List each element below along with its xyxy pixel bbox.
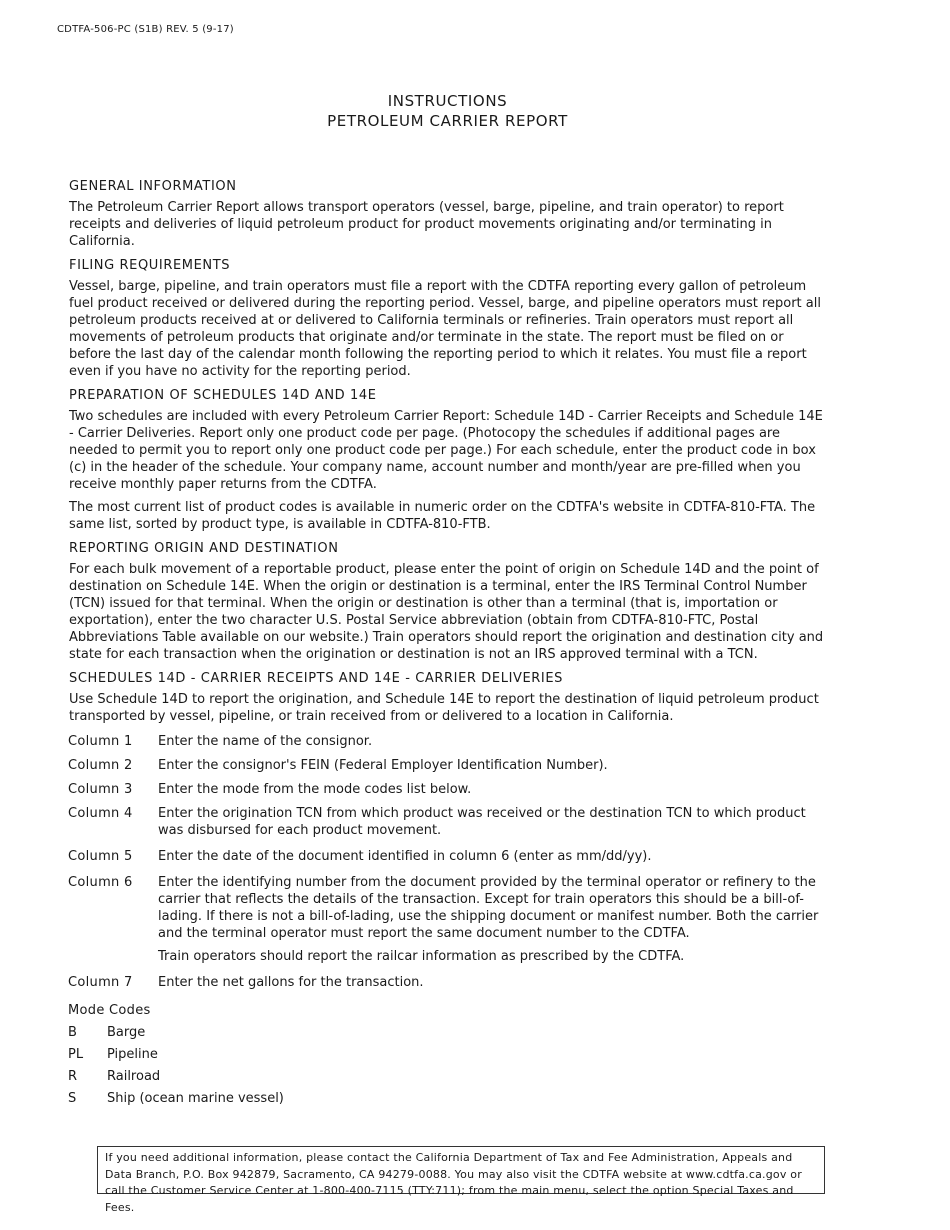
mode-description: Railroad <box>107 1069 161 1084</box>
column-text: Enter the origination TCN from which product was received or the destination TCN to which product was disbursed for each product movement. <box>158 806 806 838</box>
mode-code: S <box>68 1091 77 1106</box>
contact-info-box: If you need additional information, please contact the California Department of Tax and Fee Administration, Appeals and Data Branch, P.O. Box 942879, Sacramento, CA 94279-0088. You may also visit the CDTFA website at www.cdtfa.ca.gov or call the Customer Service Center at 1-800-400-7115 (TTY:711); from the main menu, select the option Special Taxes and Fees. <box>97 1146 825 1194</box>
mode-description: Barge <box>107 1025 146 1040</box>
section-heading: GENERAL INFORMATION <box>69 179 237 194</box>
section-general-information <box>69 179 829 250</box>
column-label: Column 2 <box>68 758 133 773</box>
section-paragraph: Two schedules are included with every Petroleum Carrier Report: Schedule 14D - Carrier Receipts and Schedule 14E - Carrier Deliveries. Report only one product code per page. (Photocopy the schedules if additional pages are needed to permit you to report only one product code per page.) For each schedule, enter the product code in box (c) in the header of the schedule. Your company name, account number and month/year are pre-filled when you receive monthly paper returns from the CDTFA. <box>69 409 823 492</box>
section-heading: PREPARATION OF SCHEDULES 14D AND 14E <box>69 388 377 403</box>
mode-code-row <box>68 1068 284 1085</box>
page-title: INSTRUCTIONS <box>387 92 508 110</box>
section-heading: SCHEDULES 14D - CARRIER RECEIPTS AND 14E - CARRIER DELIVERIES <box>69 671 564 686</box>
page-subtitle: PETROLEUM CARRIER REPORT <box>327 112 568 130</box>
mode-code-row <box>68 1090 284 1107</box>
form-id: CDTFA-506-PC (S1B) REV. 5 (9-17) <box>57 24 234 35</box>
section-paragraph: Use Schedule 14D to report the origination, and Schedule 14E to report the destination of liquid petroleum product transported by vessel, pipeline, or train received from or delivered to a location in California. <box>69 692 819 724</box>
instructions-body <box>69 179 829 733</box>
column-instructions <box>68 733 828 991</box>
column-row <box>68 781 828 798</box>
column-row <box>68 974 828 991</box>
section-heading: FILING REQUIREMENTS <box>69 258 231 273</box>
mode-code-row <box>68 1046 284 1063</box>
mode-codes-title: Mode Codes <box>68 1003 151 1018</box>
column-label: Column 4 <box>68 806 133 821</box>
column-text: Enter the name of the consignor. <box>158 734 373 749</box>
column-text: Enter the date of the document identified in column 6 (enter as mm/dd/yy). <box>158 849 652 864</box>
column-text: Enter the mode from the mode codes list below. <box>158 782 472 797</box>
column-label: Column 3 <box>68 782 133 797</box>
column-label: Column 6 <box>68 875 133 890</box>
column-label: Column 5 <box>68 849 133 864</box>
mode-codes <box>68 1002 284 1112</box>
section-reporting-origin <box>69 541 829 663</box>
column-row <box>68 848 828 865</box>
section-preparation <box>69 388 829 533</box>
section-schedules <box>69 671 829 725</box>
column-text: Enter the identifying number from the document provided by the terminal operator or refinery to the carrier that reflects the details of the transaction. Except for train operators this should be a bill-of-lading. If there is not a bill-of-lading, use the shipping document or manifest number. Both the carrier and the terminal operator must report the same document number to the CDTFA. <box>158 875 819 941</box>
column-row <box>68 733 828 750</box>
column-row <box>68 874 828 942</box>
mode-description: Pipeline <box>107 1047 158 1062</box>
column-row <box>68 805 828 839</box>
section-paragraph: Vessel, barge, pipeline, and train operators must file a report with the CDTFA reporting every gallon of petroleum fuel product received or delivered during the reporting period. Vessel, barge, and pipeline operators must report all petroleum products received at or delivered to California terminals or refineries. Train operators must report all movements of petroleum products that originate and/or terminate in the state. The report must be filed on or before the last day of the calendar month following the reporting period to which it relates. You must file a report even if you have no activity for the reporting period. <box>69 279 821 379</box>
column-6-note: Train operators should report the railcar information as prescribed by the CDTFA. <box>158 949 685 964</box>
section-paragraph: The Petroleum Carrier Report allows transport operators (vessel, barge, pipeline, and train operator) to report receipts and deliveries of liquid petroleum product for product movements originating and/or terminating in California. <box>69 200 784 249</box>
column-row <box>68 757 828 774</box>
section-filing-requirements <box>69 258 829 380</box>
mode-code: R <box>68 1069 78 1084</box>
mode-description: Ship (ocean marine vessel) <box>107 1091 284 1106</box>
mode-code-row <box>68 1024 284 1041</box>
column-text: Enter the net gallons for the transaction. <box>158 975 424 990</box>
column-label: Column 7 <box>68 975 133 990</box>
mode-code: PL <box>68 1047 84 1062</box>
section-paragraph: For each bulk movement of a reportable product, please enter the point of origin on Schedule 14D and the point of destination on Schedule 14E. When the origin or destination is a terminal, enter the IRS Terminal Control Number (TCN) issued for that terminal. When the origin or destination is other than a terminal (that is, importation or exportation), enter the two character U.S. Postal Service abbreviation (obtain from CDTFA-810-FTC, Postal Abbreviations Table available on our website.) Train operators should report the origination and destination city and state for each transaction when the origination or destination is not an IRS approved terminal with a TCN. <box>69 562 824 662</box>
section-paragraph: The most current list of product codes is available in numeric order on the CDTFA's website in CDTFA-810-FTA. The same list, sorted by product type, is available in CDTFA-810-FTB. <box>69 500 816 532</box>
section-heading: REPORTING ORIGIN AND DESTINATION <box>69 541 339 556</box>
mode-code: B <box>68 1025 77 1040</box>
column-label: Column 1 <box>68 734 133 749</box>
column-text: Enter the consignor's FEIN (Federal Employer Identification Number). <box>158 758 608 773</box>
